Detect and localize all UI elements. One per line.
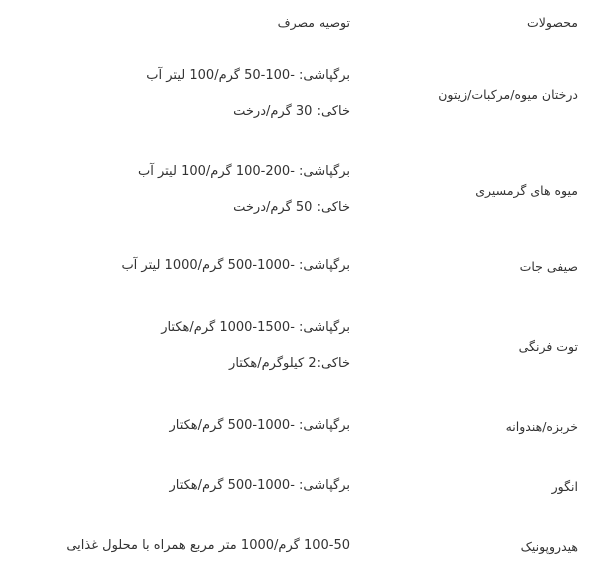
product-cell: توت فرنگی [518,338,578,354]
recommendation-line: خاکی: 30 گرم/درخت [233,104,350,119]
recommendation-line: برگپاشی: -1500-1000 گرم/هکتار [161,320,350,335]
recommendation-line: خاکی:2 کیلوگرم/هکتار [229,356,350,371]
table-row [0,236,600,296]
header-products: محصولات [527,14,578,30]
recommendation-line: برگپاشی: -100-50 گرم/100 لیتر آب [146,68,350,83]
table-row [0,44,600,144]
table-row [0,296,600,396]
header-usage-recommendation: توصیه مصرف [277,14,350,30]
product-cell: درختان میوه/مرکبات/زیتون [438,86,578,102]
recommendation-line: برگپاشی: -1000-500 گرم/هکتار [169,418,350,433]
table-row [0,144,600,236]
recommendation-line: 100-50 گرم/1000 متر مربع همراه با محلول غذایی [66,538,350,553]
recommendation-line: خاکی: 50 گرم/درخت [233,200,350,215]
table-row [0,516,600,576]
recommendation-line: برگپاشی: -1000-500 گرم/1000 لیتر آب [121,258,350,273]
recommendation-cell [0,516,350,576]
product-cell: هیدروپونیک [520,538,578,554]
product-cell: میوه های گرمسیری [475,182,578,198]
table-row [0,396,600,456]
product-cell: انگور [551,478,578,494]
table-row [0,456,600,516]
recommendation-line: برگپاشی: -1000-500 گرم/هکتار [169,478,350,493]
recommendation-cell [0,456,350,516]
recommendation-cell [0,236,350,296]
recommendation-line: برگپاشی: -200-100 گرم/100 لیتر آب [137,164,350,179]
recommendation-cell [0,44,350,144]
table-header-row [0,0,600,44]
recommendation-cell [0,396,350,456]
product-cell: خربزه/هندوانه [505,418,578,434]
recommendation-cell [0,144,350,236]
recommendation-cell [0,296,350,396]
product-cell: صیفی جات [519,258,578,274]
